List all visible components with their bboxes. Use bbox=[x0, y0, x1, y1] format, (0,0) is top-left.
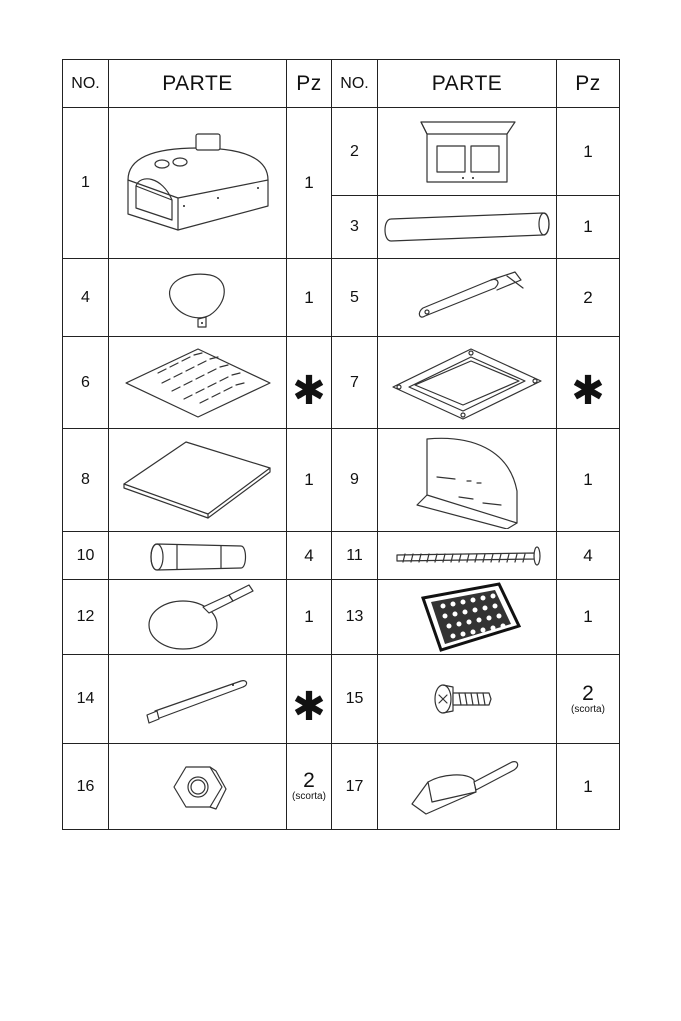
perforated-grate-icon bbox=[118, 343, 278, 423]
pellet-basket-icon bbox=[407, 580, 527, 654]
part-image-9 bbox=[378, 429, 557, 532]
cylinder-icon bbox=[143, 536, 253, 576]
part-qty: 1 bbox=[557, 108, 620, 196]
header-parte-left: PARTE bbox=[109, 60, 287, 108]
part-number: 12 bbox=[63, 580, 109, 655]
table-row bbox=[63, 337, 620, 429]
deflector-plate-icon bbox=[158, 263, 238, 333]
part-qty: 1 bbox=[557, 580, 620, 655]
part-qty bbox=[287, 655, 332, 744]
part-image-17 bbox=[378, 744, 557, 830]
screw-icon bbox=[427, 677, 507, 721]
table-row bbox=[63, 655, 620, 744]
flat-bar-icon bbox=[133, 669, 263, 729]
tray-icon bbox=[387, 341, 547, 425]
part-number: 11 bbox=[332, 532, 378, 580]
qty-number: 2 bbox=[303, 769, 315, 792]
part-number: 7 bbox=[332, 337, 378, 429]
part-qty: 1 bbox=[287, 580, 332, 655]
header-no-right: NO. bbox=[332, 60, 378, 108]
part-image-3 bbox=[378, 196, 557, 259]
part-image-10 bbox=[109, 532, 287, 580]
part-number: 9 bbox=[332, 429, 378, 532]
part-qty: 1 bbox=[557, 429, 620, 532]
part-image-13 bbox=[378, 580, 557, 655]
tube-icon bbox=[379, 205, 555, 249]
asterisk-mark: ✱ bbox=[292, 685, 326, 729]
part-qty bbox=[557, 655, 620, 744]
part-number: 6 bbox=[63, 337, 109, 429]
part-qty bbox=[287, 337, 332, 429]
qty-note: (scorta) bbox=[292, 791, 326, 802]
part-image-4 bbox=[109, 259, 287, 337]
part-image-1 bbox=[109, 108, 287, 259]
header-no-left: NO. bbox=[63, 60, 109, 108]
part-qty: 1 bbox=[557, 744, 620, 830]
part-qty: 2 bbox=[557, 259, 620, 337]
part-image-2 bbox=[378, 108, 557, 196]
threaded-rod-icon bbox=[385, 541, 549, 571]
pizza-stone-icon bbox=[118, 434, 278, 526]
table-header-row bbox=[63, 60, 620, 108]
pizza-peel-icon bbox=[133, 581, 263, 653]
part-image-8 bbox=[109, 429, 287, 532]
part-qty: 1 bbox=[557, 196, 620, 259]
table-row bbox=[63, 580, 620, 655]
part-image-12 bbox=[109, 580, 287, 655]
part-number: 4 bbox=[63, 259, 109, 337]
asterisk-mark: ✱ bbox=[571, 368, 605, 413]
part-number: 2 bbox=[332, 108, 378, 196]
qty-number: 2 bbox=[582, 681, 594, 705]
asterisk-mark: ✱ bbox=[292, 368, 326, 413]
table-row bbox=[63, 532, 620, 580]
table-row bbox=[63, 744, 620, 830]
part-qty: 4 bbox=[287, 532, 332, 580]
header-pz-left: Pz bbox=[287, 60, 332, 108]
part-qty bbox=[557, 337, 620, 429]
part-image-15 bbox=[378, 655, 557, 744]
handle-icon bbox=[397, 266, 537, 330]
part-image-16 bbox=[109, 744, 287, 830]
part-image-6 bbox=[109, 337, 287, 429]
part-number: 5 bbox=[332, 259, 378, 337]
parts-table bbox=[62, 59, 620, 830]
part-number: 1 bbox=[63, 108, 109, 259]
part-number: 15 bbox=[332, 655, 378, 744]
part-number: 17 bbox=[332, 744, 378, 830]
pizza-oven-body-icon bbox=[118, 128, 278, 238]
table-row bbox=[63, 108, 620, 196]
part-qty: 1 bbox=[287, 108, 332, 259]
part-number: 13 bbox=[332, 580, 378, 655]
qty-note: (scorta) bbox=[571, 703, 605, 715]
fire-box-icon bbox=[407, 116, 527, 188]
part-qty: 1 bbox=[287, 259, 332, 337]
part-number: 3 bbox=[332, 196, 378, 259]
part-number: 8 bbox=[63, 429, 109, 532]
scoop-icon bbox=[402, 752, 532, 822]
table-row bbox=[63, 259, 620, 337]
part-number: 14 bbox=[63, 655, 109, 744]
table-row bbox=[63, 429, 620, 532]
part-qty: 4 bbox=[557, 532, 620, 580]
nut-icon bbox=[168, 759, 228, 815]
part-qty bbox=[287, 744, 332, 830]
part-image-7 bbox=[378, 337, 557, 429]
part-image-11 bbox=[378, 532, 557, 580]
part-number: 10 bbox=[63, 532, 109, 580]
part-qty: 1 bbox=[287, 429, 332, 532]
rear-shield-icon bbox=[397, 431, 537, 529]
header-parte-right: PARTE bbox=[378, 60, 557, 108]
part-image-5 bbox=[378, 259, 557, 337]
header-pz-right: Pz bbox=[557, 60, 620, 108]
part-image-14 bbox=[109, 655, 287, 744]
part-number: 16 bbox=[63, 744, 109, 830]
